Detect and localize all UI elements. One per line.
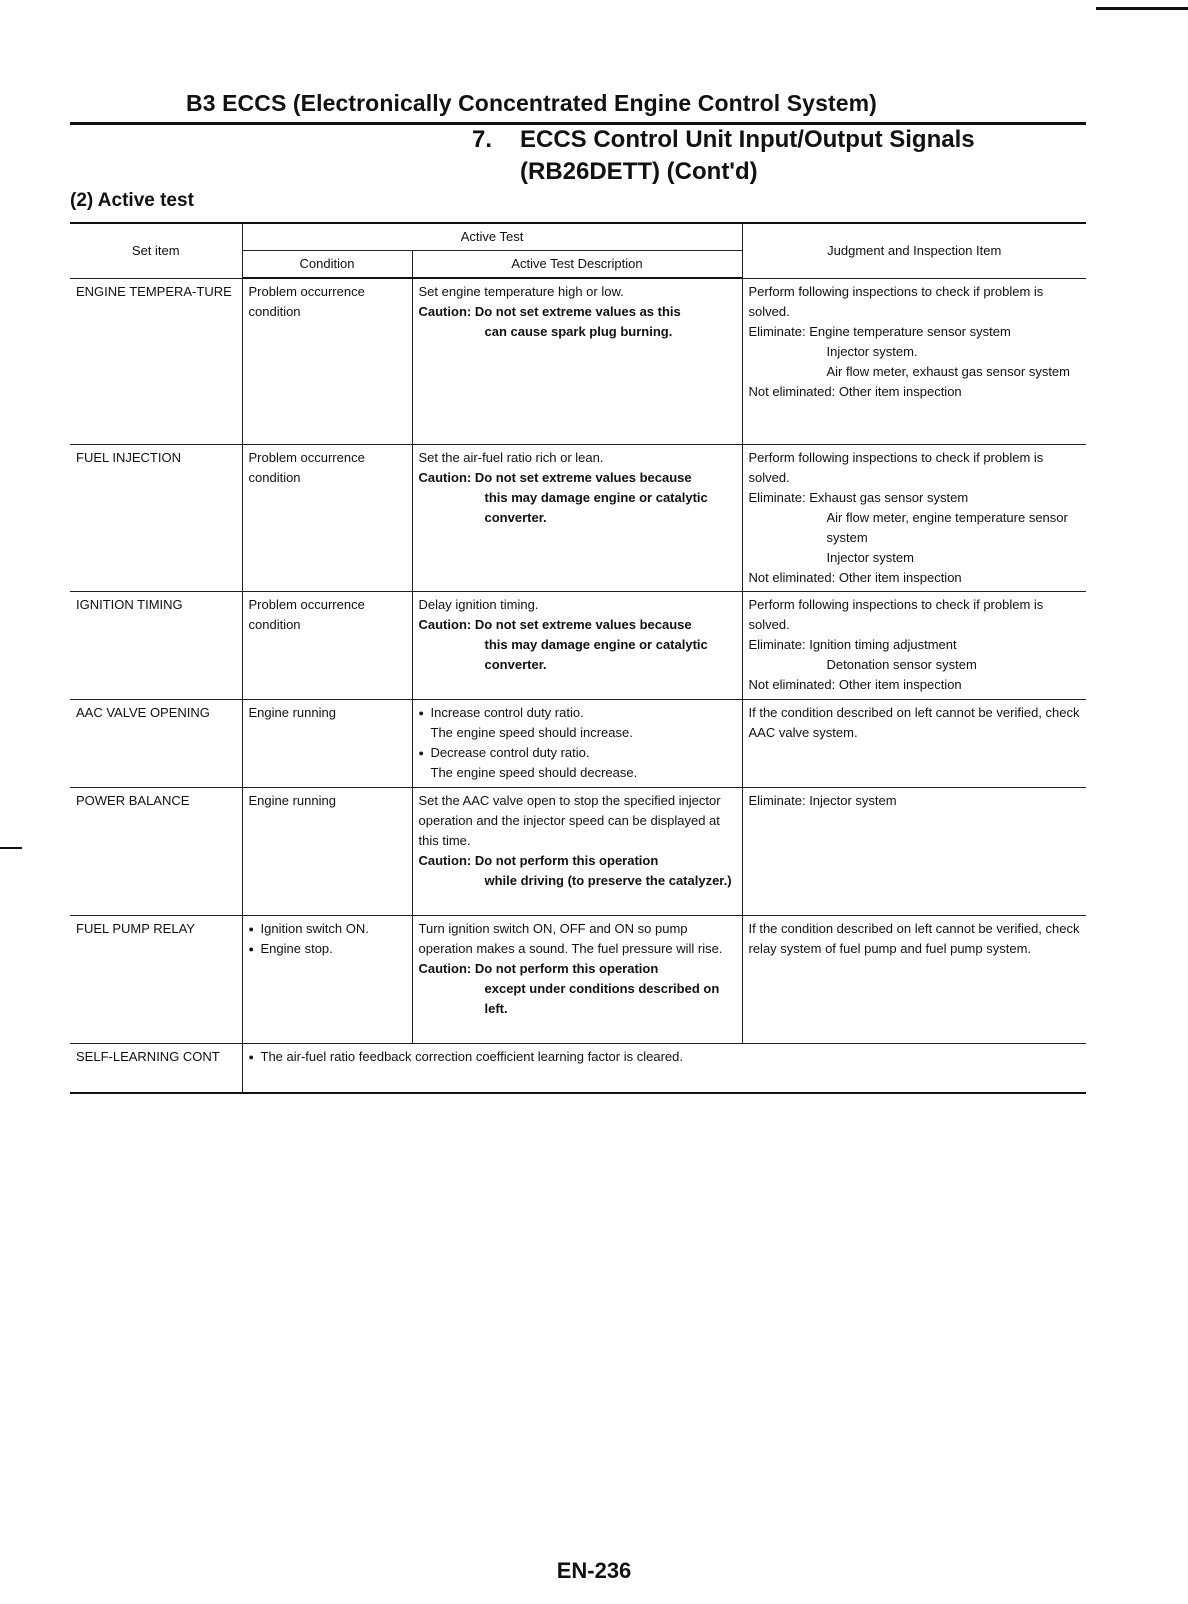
set-item-cell: IGNITION TIMING [70, 591, 242, 699]
set-item-cell: FUEL PUMP RELAY [70, 915, 242, 1043]
set-item-cell: SELF-LEARNING CONT [70, 1043, 242, 1093]
eliminate-item: Injector system [826, 549, 914, 565]
caution-continued: this may damage engine or catalytic converter. [484, 636, 708, 672]
description-cell [412, 787, 742, 915]
chapter-title: B3 ECCS (Electronically Concentrated Engine Control System) [186, 90, 877, 116]
caution-text [419, 615, 736, 635]
condition-cell: Engine running [242, 699, 412, 787]
bullet-item: ● Increase control duty ratio. [419, 703, 736, 723]
judgment-cell: If the condition described on left cannot be verified, check AAC valve system. [742, 699, 1086, 787]
condition-cell: Engine running [242, 787, 412, 915]
header-condition: Condition [242, 251, 412, 279]
description-cell [412, 278, 742, 444]
bullet-item: ● Decrease control duty ratio. [419, 743, 736, 763]
caution-first-line: Do not set extreme values as this [474, 304, 681, 319]
section-title-line2: (RB26DETT) (Cont'd) [520, 158, 758, 185]
caution-label: Caution: [418, 616, 472, 632]
section-title-line1: ECCS Control Unit Input/Output Signals [520, 126, 975, 153]
description-text: Set the AAC valve open to stop the specified injector operation and the injector speed can be displayed at this time. [418, 792, 721, 848]
eliminate-label: Eliminate: [748, 323, 806, 339]
bullet-subtext: The engine speed should increase. [430, 724, 633, 740]
caution-label: Caution: [418, 304, 472, 319]
margin-tick [0, 847, 22, 849]
description-text: Set engine temperature high or low. [418, 284, 624, 299]
table-row [70, 278, 1086, 444]
eliminate-first: Engine temperature sensor system [809, 323, 1011, 339]
bullet-subtext: The engine speed should decrease. [430, 764, 638, 780]
eliminate-item: Detonation sensor system [826, 656, 977, 672]
description-text: Turn ignition switch ON, OFF and ON so pump operation makes a sound. The fuel pressure will rise. [418, 920, 723, 956]
description-text: Delay ignition timing. [418, 596, 539, 612]
condition-bullet: ● Engine stop. [249, 939, 406, 959]
header-active-test: Active Test [242, 223, 742, 251]
caution-text [419, 302, 736, 322]
header-set-item: Set item [70, 223, 242, 278]
condition-cell: Problem occurrence condition [242, 591, 412, 699]
set-item-cell: POWER BALANCE [70, 787, 242, 915]
section-title [472, 124, 975, 188]
not-eliminated-line: Not eliminated: Other item inspection [748, 383, 962, 399]
set-item-cell: ENGINE TEMPERA-TURE [70, 278, 242, 444]
eliminate-item: Air flow meter, engine temperature sensor system [826, 509, 1068, 545]
caution-first-line: Do not perform this operation [474, 852, 659, 868]
judgment-cell [742, 278, 1086, 444]
description-cell [412, 591, 742, 699]
eliminate-first: Ignition timing adjustment [809, 636, 957, 652]
description-cell [412, 915, 742, 1043]
table-row [70, 699, 1086, 787]
header-description: Active Test Description [412, 251, 742, 279]
eliminate-label: Eliminate: [748, 636, 806, 652]
eliminate-first: Exhaust gas sensor system [809, 489, 969, 505]
judgment-cell: If the condition described on left cannot be verified, check relay system of fuel pump and fuel pump system. [742, 915, 1086, 1043]
eliminate-line [749, 635, 1081, 655]
active-test-table [70, 222, 1086, 1094]
condition-cell: Problem occurrence condition [242, 278, 412, 444]
caution-text [419, 959, 736, 979]
caution-first-line: Do not set extreme values because [474, 616, 692, 632]
condition-cell [242, 915, 412, 1043]
corner-rule [1096, 7, 1188, 10]
judgment-cell [742, 444, 1086, 591]
eliminate-label: Eliminate: [748, 489, 806, 505]
condition-cell: Problem occurrence condition [242, 444, 412, 591]
caution-text [419, 851, 736, 871]
caution-continued: this may damage engine or catalytic converter. [484, 489, 708, 525]
eliminate-item: Air flow meter, exhaust gas sensor system [826, 363, 1070, 379]
header-judgment: Judgment and Inspection Item [742, 223, 1086, 278]
judgment-intro: Perform following inspections to check if problem is solved. [748, 449, 1044, 485]
caution-label: Caution: [418, 852, 472, 868]
not-eliminated-line: Not eliminated: Other item inspection [748, 569, 962, 585]
not-eliminated-line: Not eliminated: Other item inspection [748, 676, 962, 692]
judgment-cell: Eliminate: Injector system [742, 787, 1086, 915]
eliminate-item: Injector system. [826, 343, 918, 359]
caution-continued: except under conditions described on left. [484, 980, 720, 1016]
description-text: Set the air-fuel ratio rich or lean. [418, 449, 604, 465]
subsection-title: (2) Active test [70, 190, 194, 211]
table-row [70, 591, 1086, 699]
table-row [70, 787, 1086, 915]
judgment-intro: Perform following inspections to check if problem is solved. [748, 283, 1044, 319]
caution-continued: can cause spark plug burning. [484, 324, 673, 339]
caution-continued: while driving (to preserve the catalyzer.) [484, 872, 732, 888]
set-item-cell: FUEL INJECTION [70, 444, 242, 591]
caution-label: Caution: [418, 960, 472, 976]
caution-first-line: Do not set extreme values because [474, 469, 692, 485]
description-cell [412, 699, 742, 787]
note-bullet: ● The air-fuel ratio feedback correction coefficient learning factor is cleared. [249, 1047, 1081, 1067]
description-cell [412, 444, 742, 591]
judgment-cell [742, 591, 1086, 699]
caution-label: Caution: [418, 469, 472, 485]
header-row [70, 223, 1086, 251]
section-number: 7. [472, 126, 493, 153]
note-cell [242, 1043, 1086, 1093]
eliminate-line [749, 488, 1081, 508]
eliminate-line [749, 322, 1081, 342]
set-item-cell: AAC VALVE OPENING [70, 699, 242, 787]
page-number: EN-236 [556, 1558, 632, 1583]
caution-first-line: Do not perform this operation [474, 960, 659, 976]
table-row [70, 1043, 1086, 1093]
table-row [70, 444, 1086, 591]
caution-text [419, 468, 736, 488]
table-row [70, 915, 1086, 1043]
condition-bullet: ● Ignition switch ON. [249, 919, 406, 939]
judgment-intro: Perform following inspections to check if problem is solved. [748, 596, 1044, 632]
